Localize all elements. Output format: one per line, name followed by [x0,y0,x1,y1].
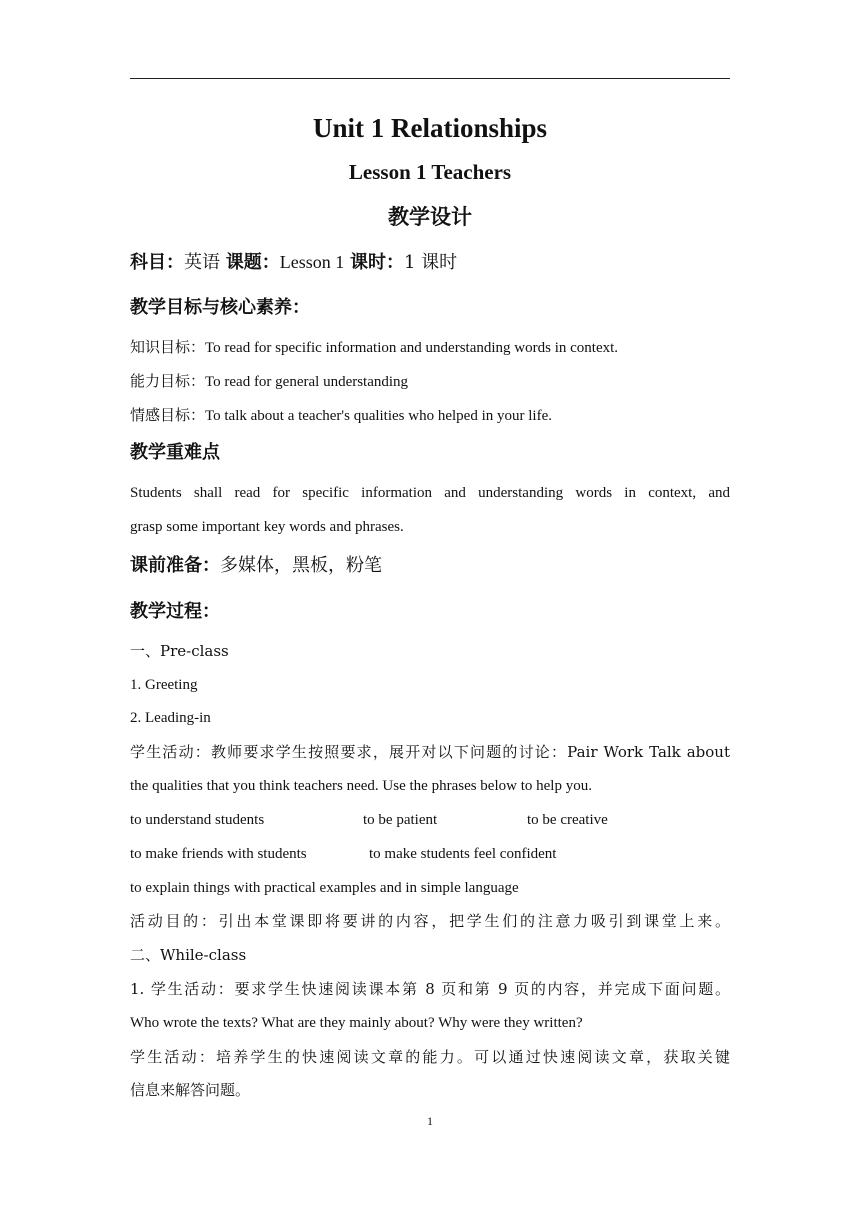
while-item-1: 1. 学生活动：要求学生快速阅读课本第 8 页和第 9 页的内容，并完成下面问题。 [130,980,730,998]
design-heading: 教学设计 [388,204,472,229]
while-questions: Who wrote the texts? What are they mainly about? Why were they written? [130,1015,583,1031]
meta-line [130,250,730,275]
phrase: to make students feel confident [369,846,557,862]
item-leading-in: 2. Leading-in [130,710,211,726]
period-label: 课时： [349,252,404,273]
objective-emotion [130,405,730,426]
phrase: to be creative [527,812,608,828]
objective-label: 能力目标： [130,372,206,390]
activity-line-1: 学生活动：教师要求学生按照要求，展开对以下问题的讨论：Pair Work Talk about [130,743,730,761]
while-activity-line-1: 学生活动：培养学生的快速阅读文章的能力。可以通过快速阅读文章，获取关键 [130,1048,730,1066]
preparation-line [130,554,730,578]
prep-label: 课前准备： [130,555,220,576]
page-number: 1 [427,1114,433,1128]
objective-text: To read for specific information and understanding words in context. [205,340,619,356]
unit-title: Unit 1 Relationships [312,113,548,143]
phrase: to be patient [363,812,438,828]
prep-value: 多媒体，黑板，粉笔 [220,555,382,576]
objective-text: To read for general understanding [205,374,409,390]
phrases-row-1 [130,810,730,830]
objective-text: To talk about a teacher's qualities who helped in your life. [205,408,552,424]
period-value: 1 课时 [403,252,458,273]
objective-ability [130,371,730,392]
section-while-class: 二、While-class [130,946,247,964]
key-points-line-2: grasp some important key words and phrases. [130,519,404,535]
item-greeting: 1. Greeting [130,677,198,693]
subject-label: 科目： [130,252,184,273]
lesson-title: Lesson 1 Teachers [348,160,512,184]
objective-label: 知识目标： [130,338,206,356]
objective-knowledge [130,337,730,358]
phrases-row-3: to explain things with practical examples and in simple language [130,880,519,896]
activity-purpose: 活动目的：引出本堂课即将要讲的内容，把学生们的注意力吸引到课堂上来。 [130,912,730,930]
topic-label: 课题： [225,252,280,273]
objective-label: 情感目标： [130,406,206,424]
section-pre-class: 一、Pre-class [130,642,229,660]
key-points-heading: 教学重难点 [130,442,220,463]
subject-value: 英语 [184,252,220,273]
phrase: to make friends with students [130,846,307,862]
topic-value: Lesson 1 [279,252,345,272]
process-heading: 教学过程： [130,601,220,622]
header-rule [130,78,730,79]
phrase: to understand students [130,812,265,828]
activity-line-2: the qualities that you think teachers need. Use the phrases below to help you. [130,778,592,794]
objectives-heading: 教学目标与核心素养： [130,297,310,318]
document-page [130,0,730,1216]
phrases-row-2 [130,844,730,864]
key-points-line-1: Students shall read for specific information and understanding words in context, and [130,485,730,501]
while-activity-line-2: 信息来解答问题。 [130,1081,251,1099]
